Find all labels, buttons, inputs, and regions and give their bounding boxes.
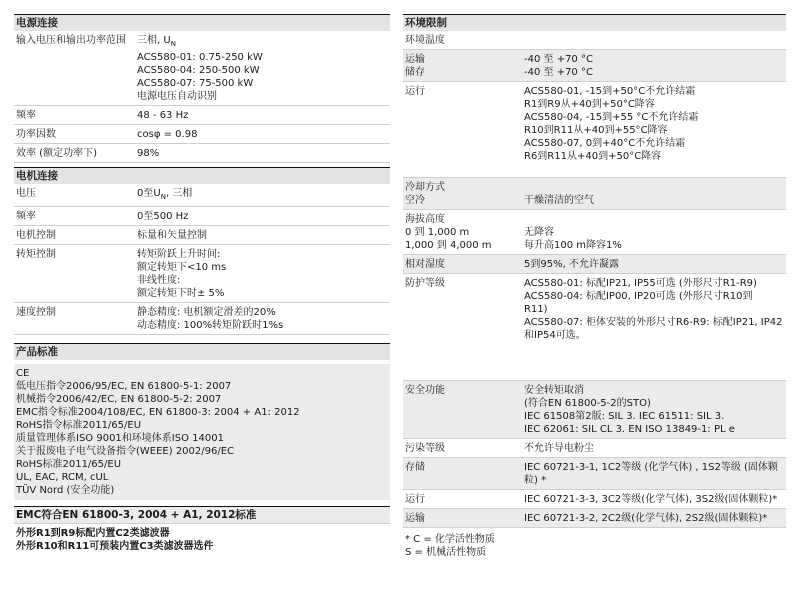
env-value: [524, 258, 784, 271]
power-value: [137, 109, 388, 122]
motor-value-line: 0至$U_N$, 三相: [137, 188, 193, 201]
env-row: [403, 381, 786, 439]
env-value-line: 和IP54可选。: [524, 330, 586, 341]
power-value: [137, 128, 388, 141]
motor-value-line: 转矩阶跃上升时间:: [137, 249, 221, 260]
env-value-line: 不允许导电粉尘: [524, 443, 594, 454]
env-label-line: 运输: [405, 513, 425, 524]
env-row: [403, 274, 786, 381]
power-label: 输入电压和输出功率范围: [16, 35, 126, 46]
env-label: [405, 277, 524, 342]
motor-value-line: 动态精度: 100%转矩阶跃时1%s: [137, 320, 284, 331]
standard-item: 机械指令2006/42/EC, EN 61800-5-2: 2007: [16, 394, 222, 405]
env-label-line: 运行: [405, 494, 425, 505]
env-value: [524, 277, 784, 342]
env-value-line: ACS580-07: 柜体安装的外形尺寸R6-R9: 标配IP21, IP42: [524, 317, 783, 328]
power-row: [14, 106, 390, 125]
motor-value: [137, 306, 388, 332]
env-value-line: IEC 60721-3-1, 1C2等级 (化学气体) , 1S2等级 (固体颗: [524, 462, 778, 473]
env-value-line: 安全转矩取消: [524, 385, 584, 396]
env-label: [405, 181, 524, 207]
motor-value-line: 额定转矩下时± 5%: [137, 288, 225, 299]
env-value-line: 5到95%, 不允许凝露: [524, 259, 619, 270]
env-label-line: 空冷: [405, 195, 425, 206]
env-value-line: R11): [524, 304, 548, 315]
power-label: 频率: [16, 110, 36, 121]
standards-list: [14, 364, 390, 500]
env-value-line: ACS580-07, 0到+40°C不允许结霜: [524, 138, 686, 149]
env-label-line: 相对湿度: [405, 259, 445, 270]
env-value-line: -40 至 +70 °C: [524, 67, 593, 78]
env-row: [403, 82, 786, 178]
motor-label: 电机控制: [16, 230, 56, 241]
standard-item: CE: [16, 368, 30, 379]
env-note: * C = 化学活性物质: [405, 534, 495, 545]
env-value: [524, 461, 784, 487]
env-label: [405, 493, 524, 506]
env-row: [403, 255, 786, 274]
env-label: [405, 258, 524, 271]
power-label: 效率 (额定功率下): [16, 148, 97, 159]
env-label: [405, 512, 524, 525]
motor-row: [14, 303, 390, 335]
env-label: [405, 213, 524, 252]
motor-row: [14, 245, 390, 303]
standard-item: RoHS指令标准2011/65/EU: [16, 420, 142, 431]
emc-lines: [14, 523, 390, 556]
motor-value: [137, 187, 388, 204]
motor-label: 速度控制: [16, 307, 56, 318]
power-value-line: 48 - 63 Hz: [137, 110, 189, 121]
env-value-line: ACS580-04, -15到+55 °C不允许结霜: [524, 112, 699, 123]
motor-label: 频率: [16, 211, 36, 222]
env-value-line: IEC 60721-3-2, 2C2级(化学气体), 2S2级(固体颗粒)*: [524, 513, 768, 524]
power-rows: [14, 31, 390, 163]
env-label-line: 运输: [405, 54, 425, 65]
env-value-line: IEC 62061: SIL CL 3. EN ISO 13849-1: PL e: [524, 424, 735, 435]
env-value-line: R1到R9从+40到+50°C降容: [524, 99, 655, 110]
env-value: [524, 53, 784, 79]
motor-value: [137, 210, 388, 223]
section-title-standards: 产品标准: [14, 343, 390, 360]
motor-row: [14, 207, 390, 226]
motor-value-line: 额定转矩下<10 ms: [137, 262, 227, 273]
power-value-line: ACS580-04: 250-500 kW: [137, 65, 260, 76]
power-row: [14, 31, 390, 106]
env-value-line: ACS580-04: 标配IP00, IP20可选 (外形尺寸R10到: [524, 291, 753, 302]
env-value: [524, 512, 784, 525]
motor-value: [137, 248, 388, 300]
standard-item: RoHS标准2011/65/EU: [16, 459, 122, 470]
env-value-line: 每升高100 m降容1%: [524, 240, 622, 251]
env-label: [405, 85, 524, 163]
env-value-line: IEC 61508第2版: SIL 3. IEC 61511: SIL 3.: [524, 411, 725, 422]
power-value-line: cosφ = 0.98: [137, 129, 198, 140]
env-rows: [403, 50, 786, 528]
env-label: [405, 384, 524, 436]
env-label-line: 海拔高度: [405, 214, 445, 225]
env-label-line: 储存: [405, 67, 425, 78]
motor-value: [137, 229, 388, 242]
env-value: [524, 442, 784, 455]
motor-value-line: 0至500 Hz: [137, 211, 189, 222]
power-row: [14, 125, 390, 144]
env-value-line: -40 至 +70 °C: [524, 54, 593, 65]
motor-label: 转矩控制: [16, 249, 56, 260]
subscript-n: N: [160, 193, 166, 201]
env-note: S = 机械活性物质: [405, 547, 487, 558]
env-label-line: 运行: [405, 86, 425, 97]
power-value-line: ACS580-07: 75-500 kW: [137, 78, 254, 89]
standard-item: UL, EAC, RCM, cUL: [16, 472, 109, 483]
standard-item: 低电压指令2006/95/EC, EN 61800-5-1: 2007: [16, 381, 232, 392]
motor-value-line: 非线性度:: [137, 275, 181, 286]
power-value-line: ACS580-01: 0.75-250 kW: [137, 52, 263, 63]
env-row: [403, 509, 786, 528]
env-notes: [403, 530, 786, 562]
env-label: [405, 442, 524, 455]
power-value: [137, 147, 388, 160]
power-row: [14, 144, 390, 163]
motor-rows: [14, 184, 390, 335]
env-value-line: 无降容: [524, 227, 554, 238]
env-label-line: 存储: [405, 462, 425, 473]
power-value-line: 98%: [137, 148, 160, 159]
motor-value-line: 标量和矢量控制: [137, 230, 207, 241]
env-label-line: 防护等级: [405, 278, 445, 289]
standard-item: TÜV Nord (安全功能): [16, 485, 115, 496]
env-value-line: [524, 181, 784, 194]
env-value-line: R6到R11从+40到+50°C降容: [524, 151, 662, 162]
env-value-line: IEC 60721-3-3, 3C2等级(化学气体), 3S2级(固体颗粒)*: [524, 494, 778, 505]
env-row: [403, 210, 786, 255]
power-value-line: 电源电压自动识别: [137, 91, 217, 102]
env-value-line: 粒) *: [524, 475, 547, 486]
section-title-env: 环境限制: [403, 14, 786, 31]
env-label-line: 安全功能: [405, 385, 445, 396]
env-value: [524, 213, 784, 252]
env-value: [524, 181, 784, 207]
emc-item: 外形R10和R11可预装内置C3类滤波器选件: [16, 541, 214, 552]
env-row: [403, 178, 786, 210]
section-title-power: 电源连接: [14, 14, 390, 31]
standard-item: 关于报废电子电气设备指令(WEEE) 2002/96/EC: [16, 446, 235, 457]
env-value: [524, 493, 784, 506]
env-value: [524, 85, 784, 163]
env-value-line: ACS580-01: 标配IP21, IP55可选 (外形尺寸R1-R9): [524, 278, 757, 289]
standard-item: EMC指令标准2004/108/EC, EN 61800-3: 2004 + A1: 2012: [16, 407, 300, 418]
env-label-line: 冷却方式: [405, 182, 445, 193]
env-row: [403, 490, 786, 509]
motor-label: 电压: [16, 188, 36, 199]
motor-value-line: 静态精度: 电机额定滑差的20%: [137, 307, 276, 318]
env-label: [405, 461, 524, 487]
power-value: [137, 34, 388, 103]
env-row: [403, 458, 786, 490]
env-value: [524, 384, 784, 436]
section-title-motor: 电机连接: [14, 167, 390, 184]
env-value-line: ACS580-01, -15到+50°C不允许结霜: [524, 86, 696, 97]
motor-row: [14, 226, 390, 245]
temp-header: 环境温度: [405, 35, 445, 46]
power-value-line: 三相, $U_N$: [137, 35, 176, 48]
env-row: [403, 439, 786, 458]
env-row: [403, 50, 786, 82]
standard-item: 质量管理体系ISO 9001和环境体系ISO 14001: [16, 433, 224, 444]
env-label-line: 0 到 1,000 m: [405, 227, 470, 238]
motor-row: [14, 184, 390, 207]
emc-title: EMC符合EN 61800-3, 2004 + A1, 2012标准: [14, 506, 390, 523]
power-label: 功率因数: [16, 129, 56, 140]
emc-item: 外形R1到R9标配内置C2类滤波器: [16, 528, 170, 539]
env-value-line: [524, 213, 784, 226]
subscript-n: N: [170, 40, 176, 48]
env-label-line: 污染等级: [405, 443, 445, 454]
temp-header-row: [403, 31, 786, 50]
env-label: [405, 53, 524, 79]
env-value-line: (符合EN 61800-5-2的STO): [524, 398, 651, 409]
env-value-line: 干燥清洁的空气: [524, 195, 594, 206]
env-value-line: R10到R11从+40到+55°C降容: [524, 125, 668, 136]
env-label-line: 1,000 到 4,000 m: [405, 240, 492, 251]
left-column: [14, 14, 390, 556]
right-column: [403, 14, 786, 562]
